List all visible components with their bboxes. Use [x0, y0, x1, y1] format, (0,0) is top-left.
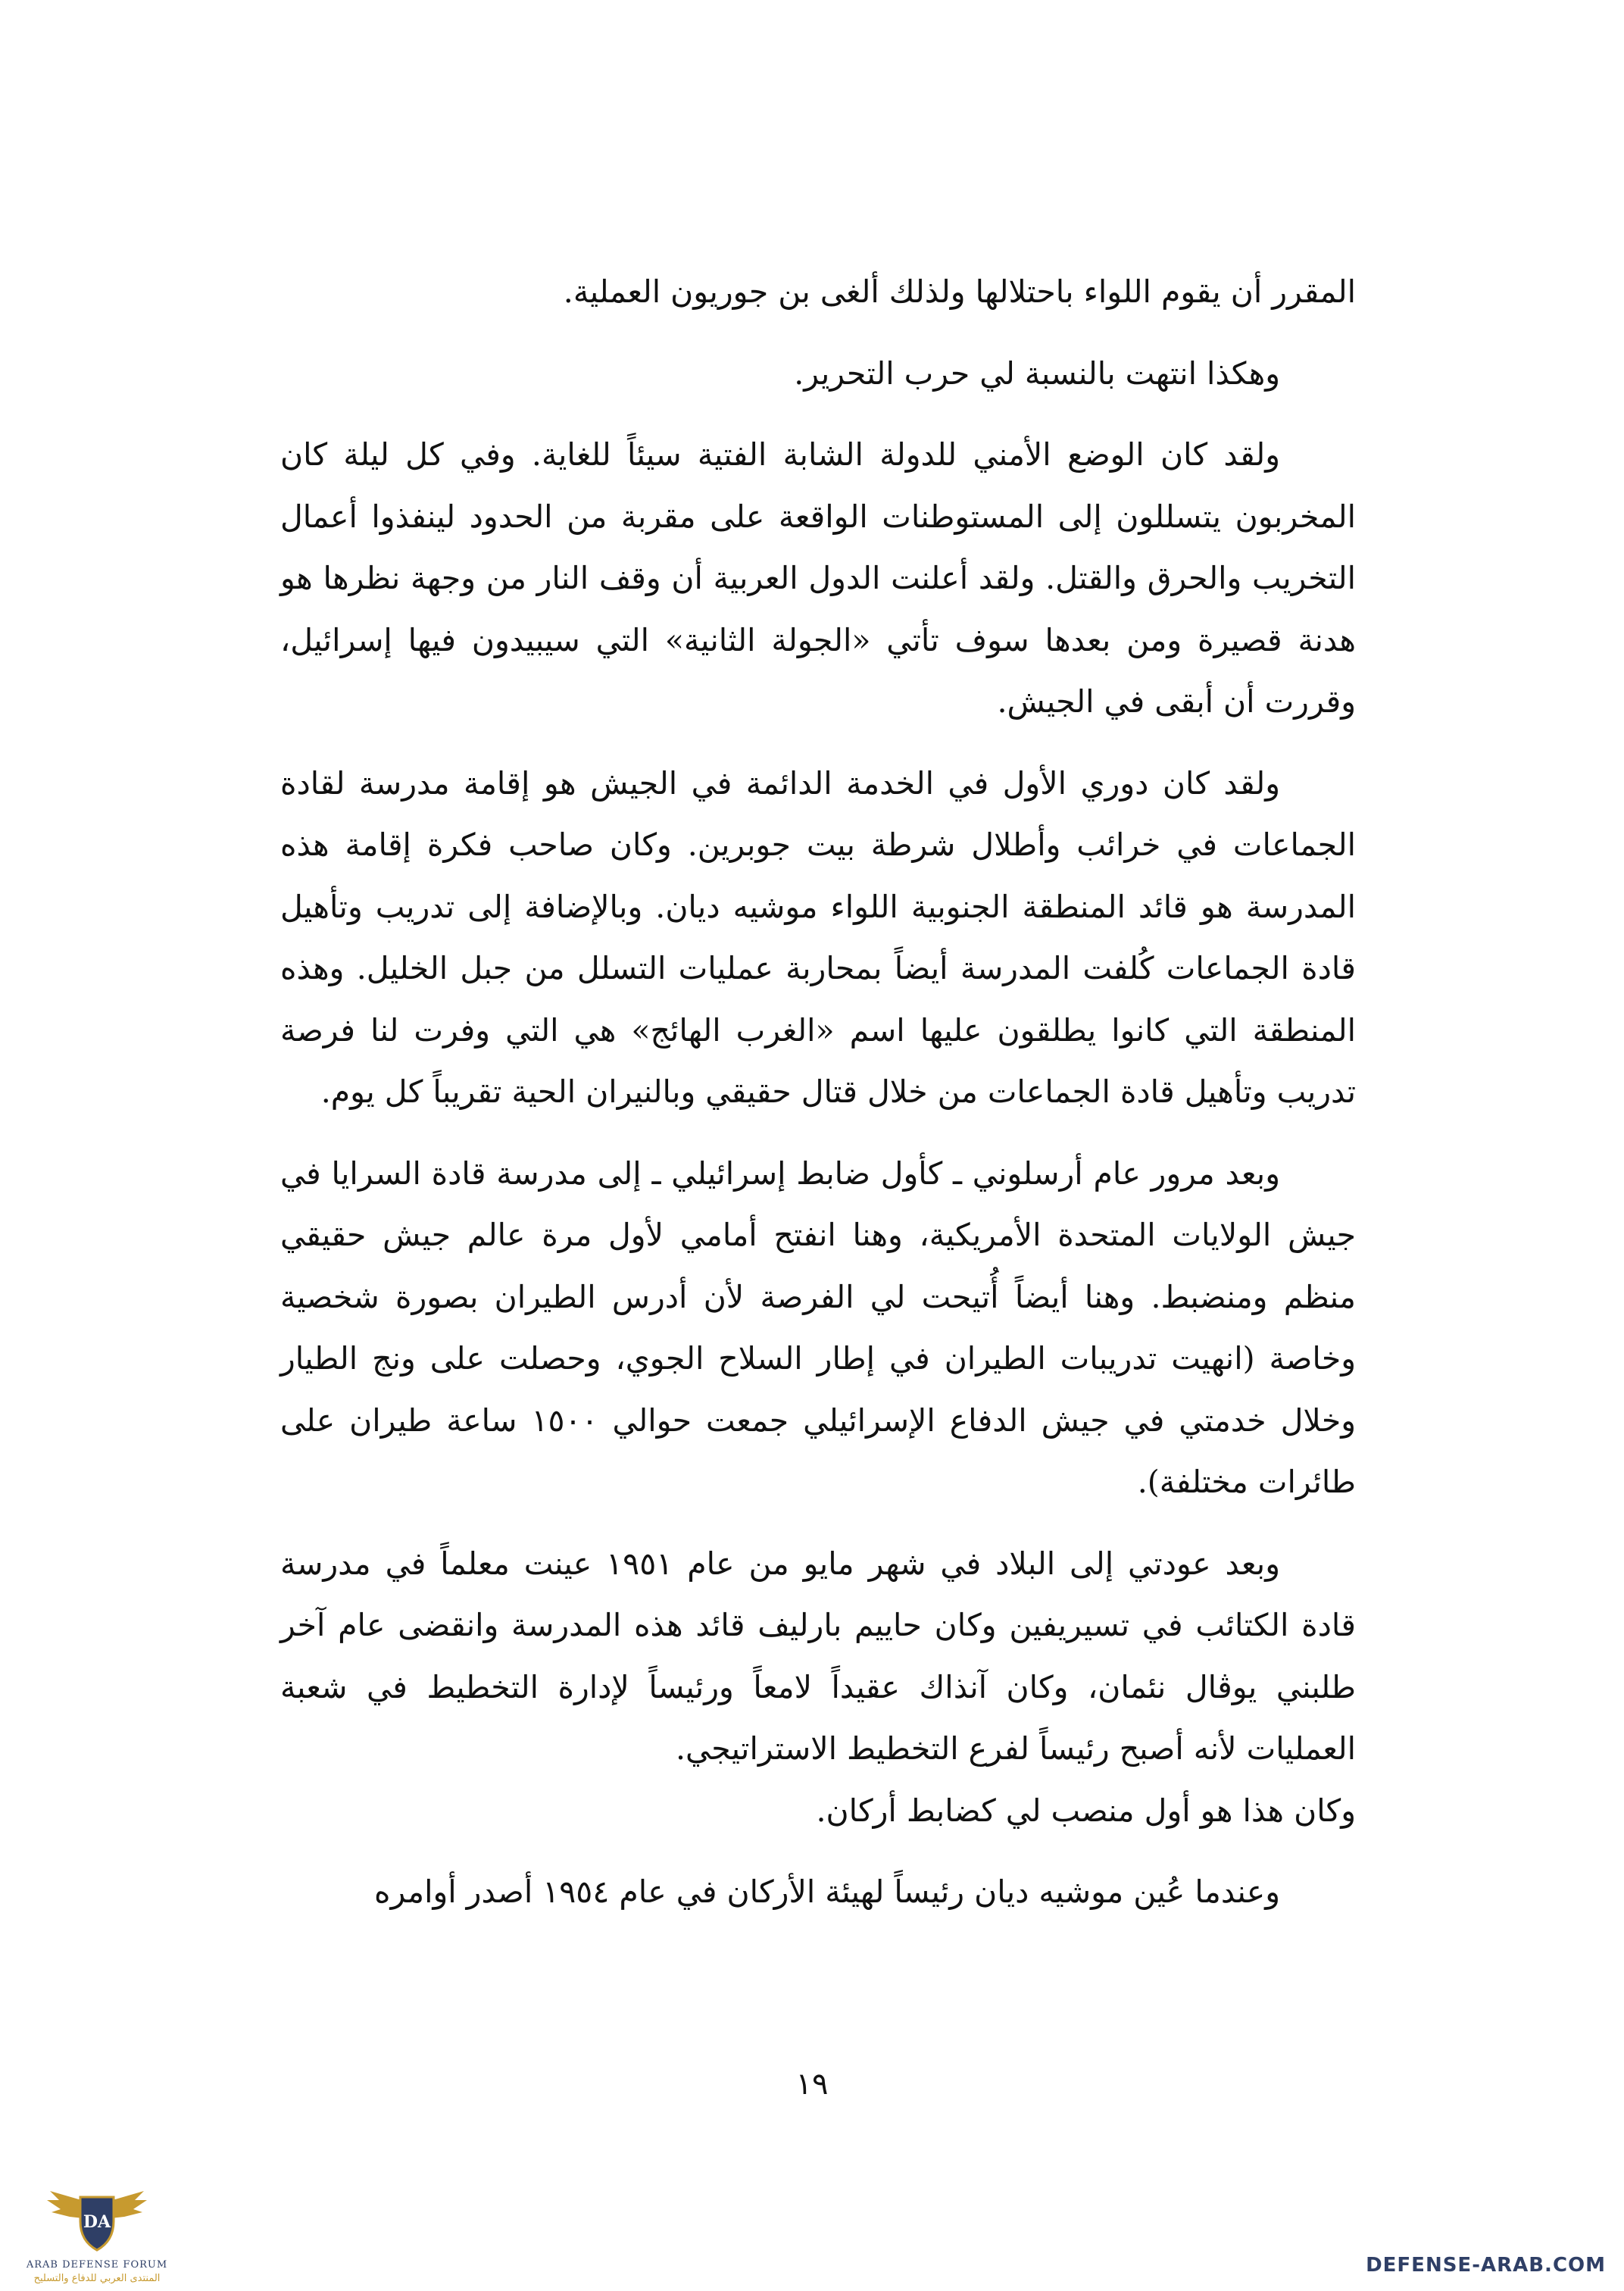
paragraph: وعندما عُين موشيه ديان رئيساً لهيئة الأركان في عام ١٩٥٤ أصدر أوامره: [374, 1874, 1280, 1910]
forum-logo: [21, 2174, 173, 2291]
paragraph: وبعد عودتي إلى البلاد في شهر مايو من عام ١٩٥١ عينت معلماً في مدرسة قادة الكتائب في تسيريفين وكان حاييم بارليف قائد هذه المدرسة وانقضى عام آخر طلبني يوڤال نئمان، وكان آنذاك عقيداً لامعاً ورئيساً لإدارة التخطيط في شعبة العمليات لأنه أصبح رئيساً لفرع التخطيط الاستراتيجي.: [280, 1545, 1356, 1767]
paragraph: وهكذا انتهت بالنسبة لي حرب التحرير.: [794, 355, 1280, 392]
paragraph: وبعد مرور عام أرسلوني ـ كأول ضابط إسرائيلي ـ إلى مدرسة قادة السرايا في جيش الولايات المتحدة الأمريكية، وهنا انفتح أمامي لأول مرة عالم جيش حقيقي منظم ومنضبط. وهنا أيضاً أُتيحت لي الفرصة لأن أدرس الطيران بصورة شخصية وخاصة (انهيت تدريبات الطيران في إطار السلاح الجوي، وحصلت على ونج الطيار وخلال خدمتي في جيش الدفاع الإسرائيلي جمعت حوالي ١٥٠٠ ساعة طيران على طائرات مختلفة).: [280, 1155, 1356, 1500]
paragraph: ولقد كان الوضع الأمني للدولة الشابة الفتية سيئاً للغاية. وفي كل ليلة كان المخربون يتسللون إلى المستوطنات الواقعة على مقربة من الحدود لينفذوا أعمال التخريب والحرق والقتل. ولقد أعلنت الدول العربية أن وقف النار من وجهة نظرها هو هدنة قصيرة ومن بعدها سوف تأتي «الجولة الثانية» التي سيبيدون فيها إسرائيل، وقررت أن أبقى في الجيش.: [280, 436, 1356, 720]
logo-caption-en: ARAB DEFENSE FORUM: [26, 2259, 168, 2271]
paragraph-line: وكان هذا هو أول منصب لي كضابط أركان.: [816, 1792, 1356, 1829]
page-number: ١٩: [795, 2067, 829, 2102]
body-text: [280, 261, 1356, 1943]
svg-text:DA: DA: [83, 2212, 111, 2232]
paragraph-continuation: المقرر أن يقوم اللواء باحتلالها ولذلك ألغى بن جوريون العملية.: [563, 273, 1356, 310]
winged-shield-icon: [44, 2174, 150, 2258]
site-watermark: DEFENSE-ARAB.COM: [1366, 2254, 1606, 2277]
paragraph: ولقد كان دوري الأول في الخدمة الدائمة في الجيش هو إقامة مدرسة لقادة الجماعات في خرائب وأطلال شرطة بيت جوبرين. وكان صاحب فكرة إقامة هذه المدرسة هو قائد المنطقة الجنوبية اللواء موشيه ديان. وبالإضافة إلى تدريب وتأهيل قادة الجماعات كُلفت المدرسة أيضاً بمحاربة عمليات التسلل من جبل الخليل. وهذه المنطقة التي كانوا يطلقون عليها اسم «الغرب الهائج» هي التي وفرت لنا فرصة تدريب وتأهيل قادة الجماعات من خلال قتال حقيقي وبالنيران الحية تقريباً كل يوم.: [280, 764, 1356, 1110]
logo-caption-ar: المنتدى العربي للدفاع والتسليح: [33, 2273, 161, 2284]
